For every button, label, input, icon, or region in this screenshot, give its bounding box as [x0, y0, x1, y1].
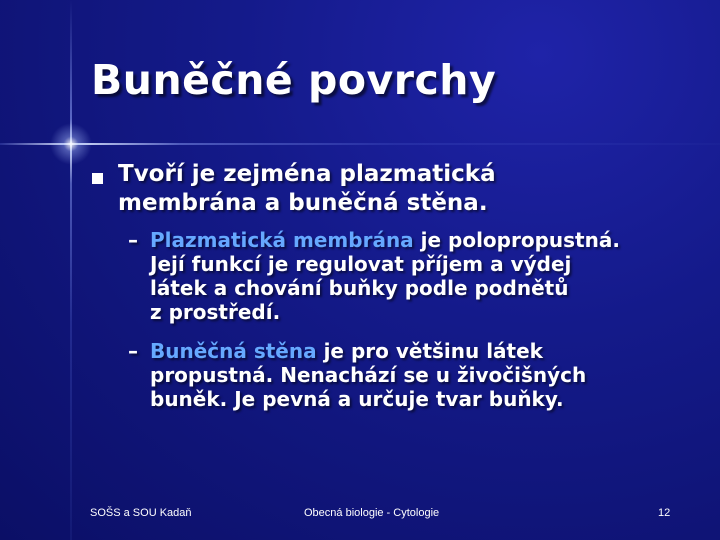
- sub-item-cell-wall: [128, 339, 688, 411]
- sub-item-line-1-rest: je polopropustná.: [413, 228, 620, 252]
- highlight-term: Plazmatická membrána: [150, 228, 414, 252]
- dash-bullet: –: [128, 228, 138, 252]
- square-bullet-icon: [92, 173, 103, 184]
- highlight-term: Buněčná stěna: [150, 339, 317, 363]
- sub-item-line: z prostředí.: [150, 300, 281, 324]
- main-bullet-line-1: Tvoří je zejména plazmatická: [118, 161, 496, 187]
- light-flare-horizontal: [0, 143, 720, 145]
- main-bullet-line-2: membrána a buněčná stěna.: [118, 190, 488, 216]
- sub-item-line: Její funkcí je regulovat příjem a výdej: [150, 252, 572, 276]
- dash-bullet: –: [128, 339, 138, 363]
- star-glow-icon: [50, 123, 92, 165]
- sub-item-plasma-membrane: [128, 228, 688, 324]
- sub-item-line: látek a chování buňky podle podnětů: [150, 276, 569, 300]
- light-flare-vertical: [70, 0, 72, 540]
- footer-subject: Obecná biologie - Cytologie: [304, 507, 440, 519]
- sub-item-line: buněk. Je pevná a určuje tvar buňky.: [150, 387, 564, 411]
- footer-page-number: 12: [658, 507, 671, 519]
- sub-item-line: propustná. Nenachází se u živočišných: [150, 363, 587, 387]
- slide-title: Buněčné povrchy: [91, 56, 497, 104]
- sub-item-line-1-rest: je pro většinu látek: [316, 339, 543, 363]
- main-bullet: [118, 160, 598, 218]
- footer-school: SOŠS a SOU Kadaň: [90, 507, 192, 519]
